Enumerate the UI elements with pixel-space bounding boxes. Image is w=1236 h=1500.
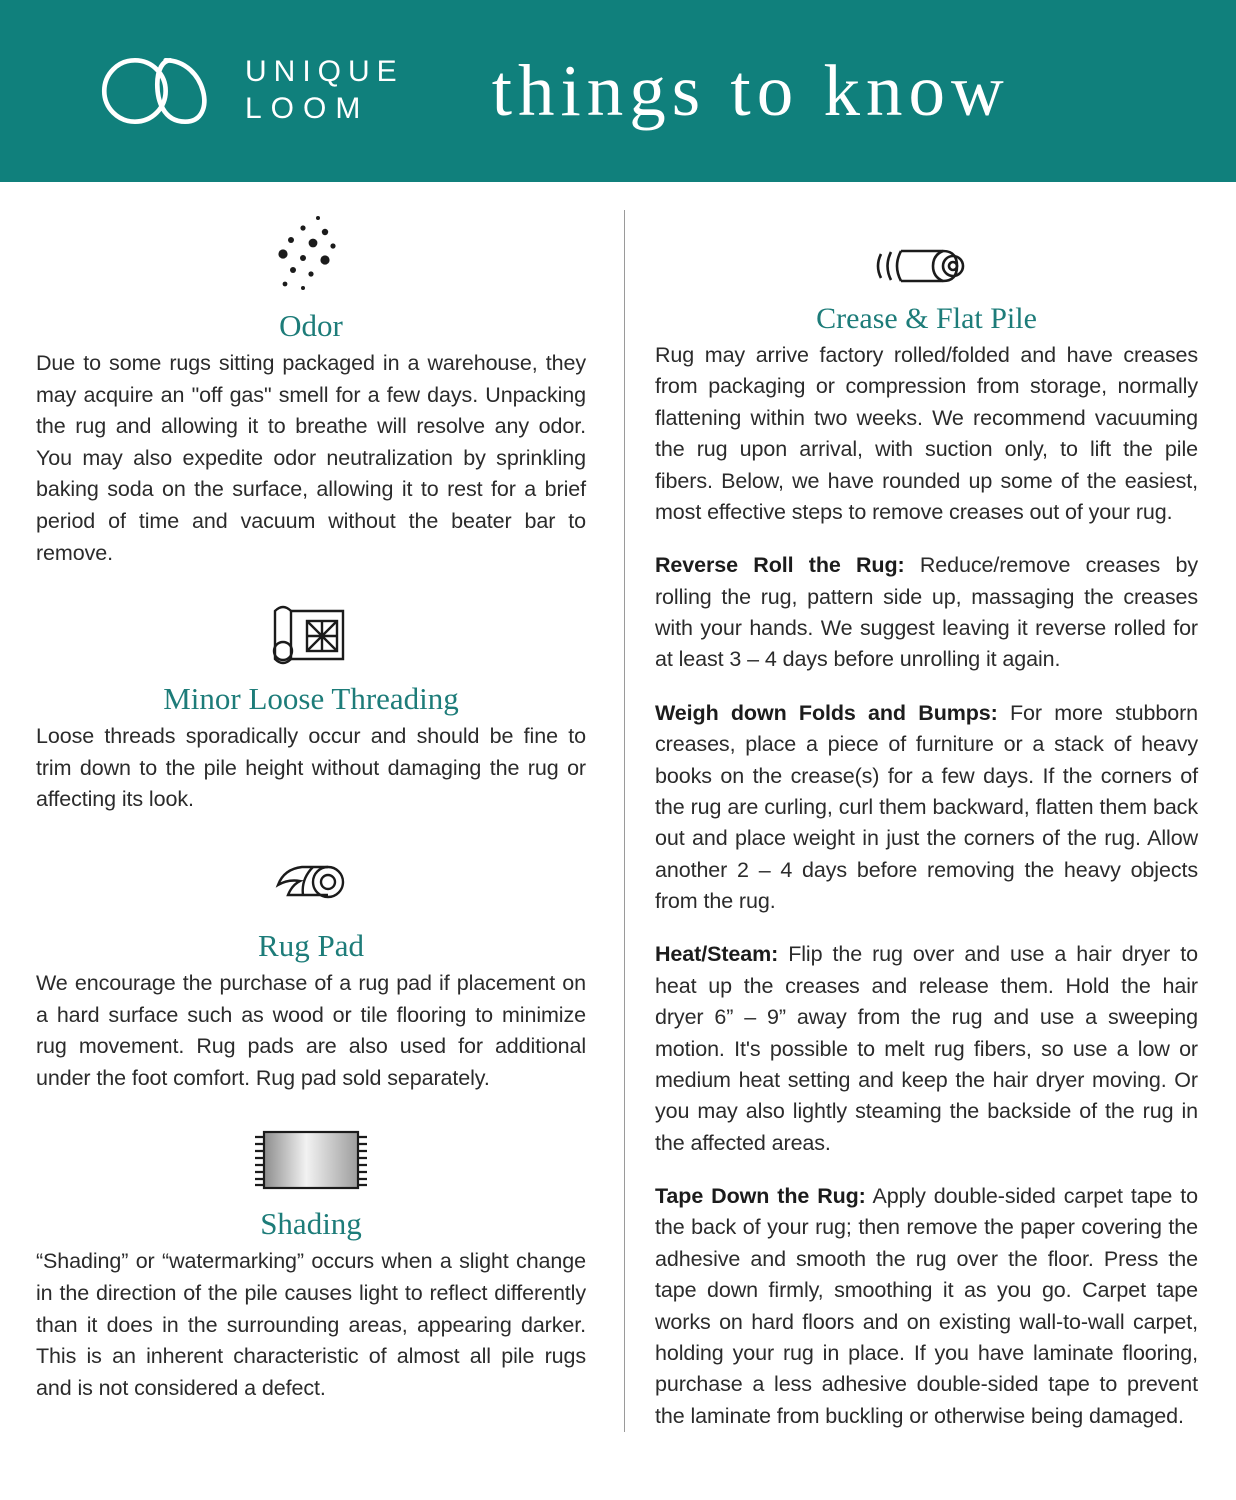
tip-text: Flip the rug over and use a hair dryer to heat up the creases and release them. Hold the hair dryer 6” – 9” away from the rug and use a sweeping motion. It's possible to melt rug fibers, so use a low or medium heat setting and keep the hair dryer moving. Or you may also lightly steaming the backside of the rug in the affected areas. — [655, 942, 1198, 1155]
brand-line-2: LOOM — [245, 92, 370, 125]
shading-icon-wrap — [36, 1108, 586, 1200]
brand-line-1: UNIQUE — [245, 55, 404, 89]
section-title-threading: Minor Loose Threading — [163, 681, 459, 717]
section-title-shading: Shading — [260, 1206, 362, 1242]
page-header — [0, 0, 1236, 182]
odor-icon-wrap — [36, 210, 586, 302]
page-title: things to know — [491, 50, 1010, 131]
tip-tape-down — [655, 1181, 1198, 1432]
unique-loom-infinity-logo-icon — [95, 51, 227, 131]
section-body-shading: “Shading” or “watermarking” occurs when a slight change in the direction of the pile causes light to reflect differently than it does in the surrounding areas, appearing darker. This is an inherent characteristic of almost all pile rugs and is not considered a defect. — [36, 1249, 586, 1400]
tip-text: Reduce/remove creases by rolling the rug, pattern side up, massaging the creases with your hands. We suggest leaving it reverse rolled for at least 3 – 4 days before unrolling it again. — [655, 553, 1198, 672]
column-divider — [624, 210, 625, 1432]
left-column — [36, 210, 596, 1432]
tip-lead: Tape Down the Rug: — [655, 1184, 866, 1208]
section-title-odor: Odor — [279, 308, 343, 343]
crease-icon-wrap — [655, 210, 1198, 296]
odor-dots-icon — [263, 210, 359, 302]
threading-icon-wrap — [36, 583, 586, 675]
rug-pad-icon-wrap — [36, 830, 586, 922]
tip-text: For more stubborn creases, place a piece of furniture or a stack of heavy books on the crease(s) for a few days. If the corners of the rug are curling, curl them backward, flatten them back out and place weight in just the corners of the rug. Allow another 2 – 4 days before removing the heavy objects from the rug. — [655, 700, 1198, 913]
tip-lead: Reverse Roll the Rug: — [655, 553, 905, 578]
brand-logo — [95, 51, 404, 131]
content-columns — [0, 182, 1236, 1432]
section-title-crease: Crease & Flat Pile — [816, 302, 1037, 335]
section-body-odor: Due to some rugs sitting packaged in a warehouse, they may acquire an "off gas" smell for a few days. Unpacking the rug and allowing it to breathe will resolve any odor. You may also expedite odor neutralization by sprinkling baking soda on the surface, allowing it to rest for a brief period of time and vacuum without the beater bar to remove. — [36, 351, 586, 565]
tip-weigh-down — [655, 698, 1198, 918]
tip-lead: Heat/Steam: — [655, 942, 779, 967]
rolled-rug-icon — [261, 595, 361, 675]
brand-wordmark — [245, 54, 404, 127]
section-title-rug-pad: Rug Pad — [258, 927, 364, 963]
tip-heat-steam — [655, 939, 1198, 1159]
right-column — [653, 210, 1198, 1432]
section-body-crease-intro: Rug may arrive factory rolled/folded and have creases from packaging or compression from storage, normally flattening within two weeks. We recommend vacuuming the rug upon arrival, with suction only, to lift the pile fibers. Below, we have rounded up some of the easiest, most effective steps to remove creases out of your rug. — [655, 343, 1198, 524]
tip-lead: Weigh down Folds and Bumps: — [655, 700, 998, 725]
tip-reverse-roll — [655, 550, 1198, 676]
rolled-pile-icon — [867, 236, 987, 296]
section-body-threading: Loose threads sporadically occur and should be fine to trim down to the pile height without damaging the rug or affecting its look. — [36, 724, 586, 812]
section-body-rug-pad: We encourage the purchase of a rug pad if placement on a hard surface such as wood or tile flooring to minimize rug movement. Rug pads are also used for additional under the foot comfort. Rug pad sold separately. — [36, 970, 586, 1090]
rug-pad-roll-icon — [256, 852, 366, 922]
shaded-rug-icon — [246, 1120, 376, 1200]
tip-text: Apply double-sided carpet tape to the back of your rug; then remove the paper covering the adhesive and smooth the rug over the floor. Press the tape down firmly, smoothing it as you go. Carpet tape works on hard floors and on existing wall-to-wall carpet, holding your rug in place. If you have laminate flooring, purchase a less adhesive double-sided tape to prevent the laminate from buckling or otherwise being damaged. — [655, 1184, 1198, 1428]
